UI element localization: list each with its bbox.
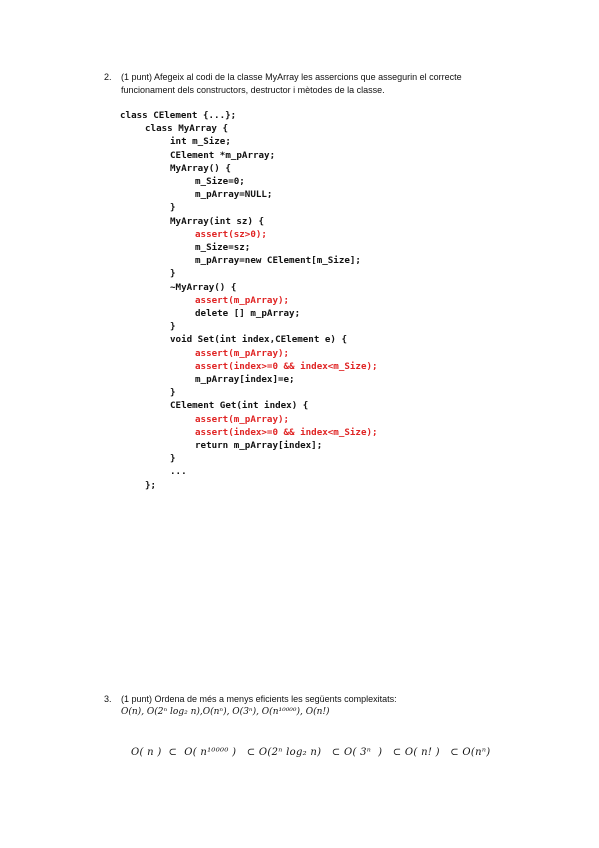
complexity-answer: O( n ) ⊂ O( n¹⁰⁰⁰⁰ ) ⊂ O(2ⁿ log₂ n) ⊂ O( 3ⁿ ) ⊂ O( n! ) ⊂ O(nⁿ) bbox=[131, 747, 491, 758]
code-line: m_pArray[index]=e; bbox=[195, 374, 295, 386]
code-line: } bbox=[170, 202, 176, 214]
code-line: return m_pArray[index]; bbox=[195, 440, 323, 452]
code-line: ... bbox=[170, 466, 187, 478]
code-line: delete [] m_pArray; bbox=[195, 308, 301, 320]
question-3-number: 3. bbox=[104, 694, 112, 704]
code-line: MyArray(int sz) { bbox=[170, 215, 265, 227]
assert-line: assert(m_pArray); bbox=[195, 347, 290, 359]
code-line: int m_Size; bbox=[170, 136, 231, 148]
code-line: m_pArray=NULL; bbox=[195, 189, 273, 201]
complexity-list: O(n), O(2ⁿ log₂ n),O(nⁿ), O(3ⁿ), O(n¹⁰⁰⁰⁰), O(n!) bbox=[121, 707, 330, 717]
code-line: } bbox=[170, 321, 176, 333]
code-line: }; bbox=[145, 479, 157, 491]
assert-line: assert(index>=0 && index<m_Size); bbox=[195, 360, 378, 372]
code-line: ~MyArray() { bbox=[170, 281, 237, 293]
code-line: } bbox=[170, 453, 176, 465]
question-3-text: (1 punt) Ordena de més a menys eficients les següents complexitats: bbox=[121, 694, 397, 704]
question-2-text: (1 punt) Afegeix al codi de la classe MyArray les assercions que assegurin el correcte funcionament dels constructors, destructor i mètodes de la classe. bbox=[121, 72, 462, 95]
code-line: } bbox=[170, 268, 176, 280]
code-line: class MyArray { bbox=[145, 123, 228, 135]
code-line: m_Size=0; bbox=[195, 176, 245, 188]
code-line: class CElement {...}; bbox=[120, 110, 237, 121]
assert-line: assert(sz>0); bbox=[195, 228, 267, 240]
code-line: MyArray() { bbox=[170, 162, 231, 174]
question-2 bbox=[104, 71, 524, 101]
code-line: CElement Get(int index) { bbox=[170, 400, 309, 412]
question-2-number: 2. bbox=[104, 72, 112, 82]
assert-line: assert(index>=0 && index<m_Size); bbox=[195, 426, 378, 438]
code-line: m_pArray=new CElement[m_Size]; bbox=[195, 255, 361, 267]
assert-line: assert(m_pArray); bbox=[195, 294, 290, 306]
code-line: m_Size=sz; bbox=[195, 242, 251, 254]
code-line: } bbox=[170, 387, 176, 399]
code-block bbox=[120, 109, 378, 492]
code-line: CElement *m_pArray; bbox=[170, 149, 276, 161]
assert-line: assert(m_pArray); bbox=[195, 413, 290, 425]
code-line: void Set(int index,CElement e) { bbox=[170, 334, 348, 346]
